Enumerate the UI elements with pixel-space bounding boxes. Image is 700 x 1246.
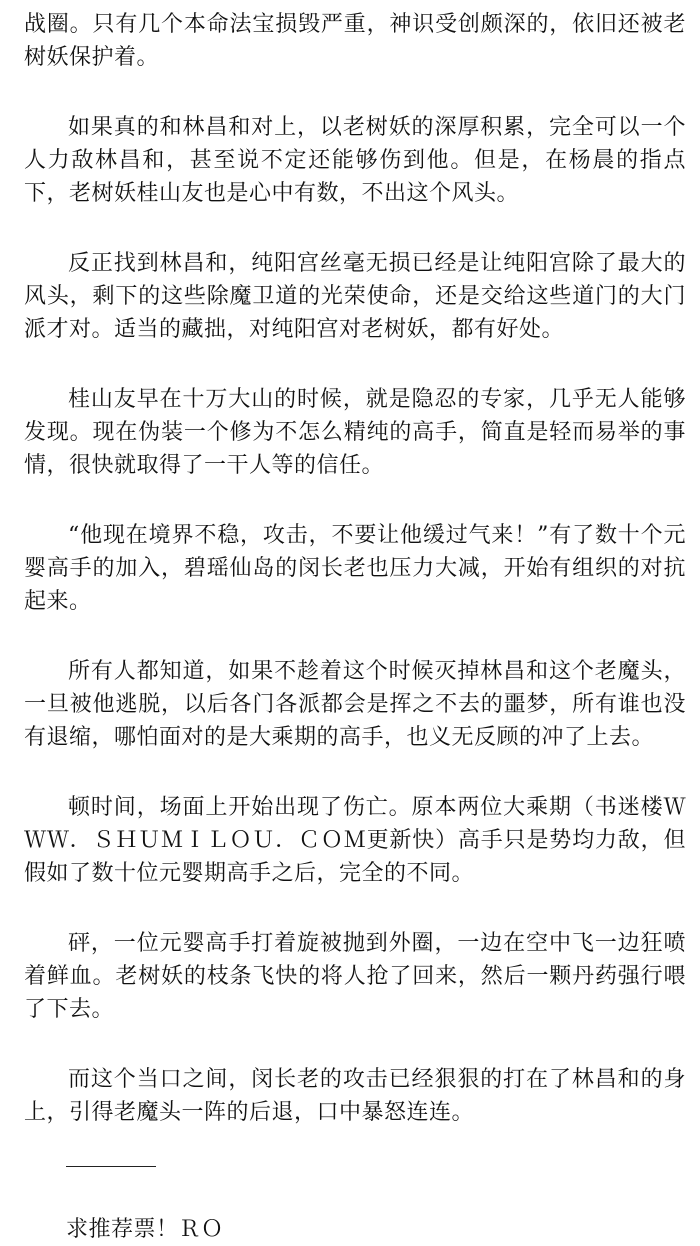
paragraph: 战圈。只有几个本命法宝损毁严重，神识受创颇深的，依旧还被老树妖保护着。 [24, 12, 686, 70]
vote-request-footer: 求推荐票！ＲＯ [66, 1217, 224, 1242]
paragraph: 而这个当口之间，闵长老的攻击已经狠狠的打在了林昌和的身上，引得老魔头一阵的后退，口中暴怒连连。 [24, 1067, 686, 1125]
paragraph: 砰，一位元婴高手打着旋被抛到外圈，一边在空中飞一边狂喷着鲜血。老树妖的枝条飞快的将人抢了回来，然后一颗丹药强行喂了下去。 [24, 931, 686, 1022]
paragraph: 所有人都知道，如果不趁着这个时候灭掉林昌和这个老魔头，一旦被他逃脱，以后各门各派都会是挥之不去的噩梦，所有谁也没有退缩，哪怕面对的是大乘期的高手，也义无反顾的冲了上去。 [24, 659, 686, 750]
paragraph: “他现在境界不稳，攻击，不要让他缓过气来！”有了数十个元婴高手的加入，碧瑶仙岛的闵长老也压力大减，开始有组织的对抗起来。 [24, 523, 686, 614]
paragraph: 顿时间，场面上开始出现了伤亡。原本两位大乘期（书迷楼ＷＷＷ．ＳＨＵＭＩＬＯＵ．ＣＯＭ更新快）高手只是势均力敌，但假如了数十位元婴期高手之后，完全的不同。 [24, 795, 686, 886]
article-body [24, 8, 686, 1246]
paragraph: 反正找到林昌和，纯阳宫丝毫无损已经是让纯阳宫除了最大的风头，剩下的这些除魔卫道的光荣使命，还是交给这些道门的大门派才对。适当的藏拙，对纯阳宫对老树妖，都有好处。 [24, 251, 686, 342]
paragraph: 如果真的和林昌和对上，以老树妖的深厚积累，完全可以一个人力敌林昌和，甚至说不定还能够伤到他。但是，在杨晨的指点下，老树妖桂山友也是心中有数，不出这个风头。 [24, 115, 686, 206]
section-divider [66, 1166, 156, 1167]
paragraph: 桂山友早在十万大山的时候，就是隐忍的专家，几乎无人能够发现。现在伪装一个修为不怎么精纯的高手，简直是轻而易举的事情，很快就取得了一干人等的信任。 [24, 387, 686, 478]
